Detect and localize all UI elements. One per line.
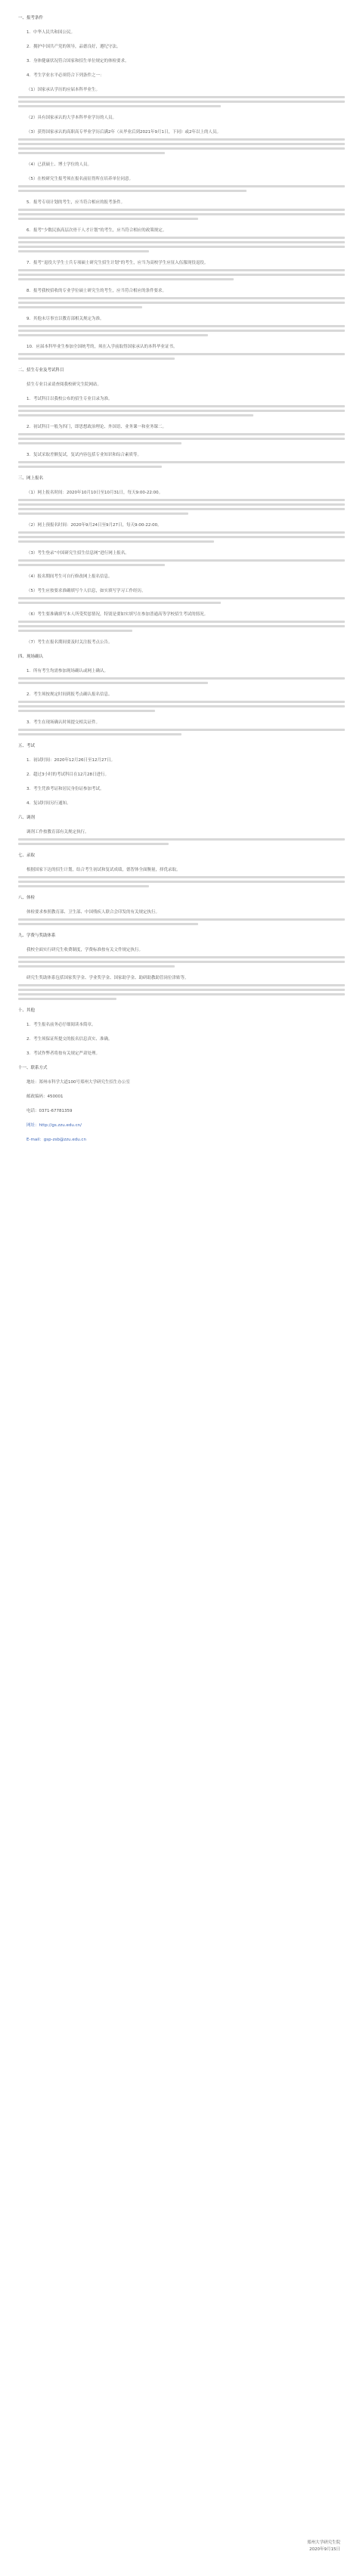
- paragraph: [18, 452, 345, 468]
- text-line: 招生专业目录请查阅我校研究生院网站。: [26, 382, 102, 387]
- paragraph: [18, 129, 345, 154]
- text-line-placeholder: [18, 325, 345, 327]
- text-line-placeholder: [18, 559, 345, 562]
- text-line-placeholder: [18, 213, 345, 215]
- paragraph: [18, 176, 345, 192]
- document-body: [0, 0, 363, 1144]
- text-line-placeholder: [18, 306, 142, 308]
- paragraph: [18, 1022, 345, 1029]
- text-line: 1．初试时间：2020年12月26日至12月27日。: [26, 758, 115, 763]
- text-line-placeholder: [18, 353, 345, 355]
- text-line-placeholder: [18, 218, 198, 220]
- paragraph: [18, 692, 345, 712]
- text-line: （2）具有国家承认的大学本科毕业学历的人员。: [26, 116, 117, 120]
- paragraph: [18, 829, 345, 845]
- text-line: （3）考生登录“中国研究生招生信息网”进行网上报名。: [26, 551, 129, 556]
- paragraph: [18, 200, 345, 220]
- paragraph: [18, 800, 345, 807]
- section-heading: 七、录取: [18, 853, 36, 858]
- text-line: 7．报考“退役大学生士兵专项硕士研究生招生计划”的考生，应当为高校学生应征入伍服现役退役。: [26, 261, 209, 265]
- text-line-placeholder: [18, 710, 155, 712]
- text-line-placeholder: [18, 989, 345, 991]
- paragraph: [18, 757, 345, 764]
- text-line-placeholder: [18, 602, 221, 604]
- text-line: （1）网上报名时间：2020年10月10日至10月31日，每天9:00-22:00。: [26, 491, 163, 495]
- text-line: 3．考试作弊者将按有关规定严肃处理。: [26, 1051, 101, 1056]
- paragraph: [18, 1094, 345, 1101]
- text-line-placeholder: [18, 143, 345, 145]
- paragraph: [18, 396, 345, 416]
- section-heading: 一、报考条件: [18, 16, 44, 20]
- text-line-placeholder: [18, 503, 345, 506]
- text-line-placeholder: [18, 701, 345, 703]
- text-line-placeholder: [18, 190, 247, 192]
- text-line-placeholder: [18, 358, 175, 360]
- paragraph: [18, 550, 345, 566]
- text-line-placeholder: [18, 297, 345, 299]
- text-line: （5）考生应按要求准确填写个人信息，如实填写学习工作经历。: [26, 589, 146, 593]
- text-line: 10．应届本科毕业生参加全国统考的，须在入学前取得国家承认的本科毕业证书。: [26, 345, 178, 349]
- text-line: 6．报考“少数民族高层次骨干人才计划”的考生，应当符合相应的政策规定。: [26, 228, 167, 233]
- text-line-placeholder: [18, 274, 345, 276]
- text-line-placeholder: [18, 499, 345, 501]
- text-line: （7）考生在报名期间要及时关注报考点公告。: [26, 640, 113, 645]
- text-line-placeholder: [18, 885, 149, 887]
- text-line-placeholder: [18, 438, 345, 440]
- email-link[interactable]: E-mail：gsp-zsb@zzu.edu.cn: [26, 1138, 86, 1142]
- paragraph: [18, 115, 345, 122]
- text-line-placeholder: [18, 152, 165, 154]
- text-line-placeholder: [18, 564, 165, 566]
- text-line-placeholder: [18, 956, 345, 958]
- paragraph: [18, 316, 345, 336]
- text-line-placeholder: [18, 729, 345, 731]
- paragraph: [18, 44, 345, 51]
- text-line-placeholder: [18, 733, 182, 735]
- website-link[interactable]: 网址：http://gs.zzu.edu.cn/: [26, 1123, 82, 1128]
- paragraph: [18, 382, 345, 389]
- paragraph: [18, 344, 345, 360]
- text-line: 5．报考专项计划的考生，应当符合相应的报考条件。: [26, 200, 126, 205]
- paragraph: [18, 73, 345, 79]
- text-line: 4．考生学业水平必须符合下列条件之一：: [26, 73, 104, 78]
- text-line-placeholder: [18, 237, 345, 239]
- paragraph: [18, 772, 345, 779]
- paragraph: [18, 611, 345, 632]
- paragraph: [18, 668, 345, 684]
- text-line-placeholder: [18, 147, 345, 150]
- paragraph: [18, 1051, 345, 1057]
- text-line: 邮政编码：450001: [26, 1094, 64, 1099]
- text-line-placeholder: [18, 96, 345, 98]
- text-line-placeholder: [18, 918, 345, 921]
- text-line-placeholder: [18, 250, 149, 252]
- text-line-placeholder: [18, 101, 345, 103]
- paragraph: [18, 720, 345, 735]
- paragraph: [18, 786, 345, 793]
- text-line: 1．所有考生均需参加现场确认或网上确认。: [26, 669, 109, 673]
- text-line: 1．考生报名前务必仔细阅读本简章。: [26, 1023, 96, 1027]
- text-line-placeholder: [18, 138, 345, 141]
- paragraph: [18, 490, 345, 515]
- text-line-placeholder: [18, 923, 198, 925]
- text-line-placeholder: [18, 461, 345, 463]
- paragraph: [18, 639, 345, 646]
- text-line-placeholder: [18, 512, 188, 515]
- text-line: 调剂工作按教育部有关规定执行。: [26, 830, 89, 834]
- document-footer: [250, 2540, 340, 2553]
- text-line-placeholder: [18, 334, 208, 336]
- text-line-placeholder: [18, 330, 345, 332]
- text-line-placeholder: [18, 597, 345, 599]
- text-line-placeholder: [18, 433, 345, 435]
- text-line: （3）获得国家承认的高职高专毕业学历后满2年（从毕业后到2021年9月1日，下同）或2年以上的人员。: [26, 130, 221, 135]
- text-line: （2）网上预报名时间：2020年9月24日至9月27日，每天9:00-22:00。: [26, 523, 162, 528]
- text-line-placeholder: [18, 442, 182, 444]
- text-line-placeholder: [18, 705, 345, 707]
- text-line-placeholder: [18, 621, 345, 623]
- text-line-placeholder: [18, 682, 208, 684]
- text-line-placeholder: [18, 414, 253, 416]
- text-line: 2．考生须按规定时间到报考点确认报名信息。: [26, 692, 113, 697]
- text-line-placeholder: [18, 531, 345, 534]
- text-line-placeholder: [18, 677, 345, 680]
- text-line: 8．报考我校招收的专业学位硕士研究生的考生，应当符合相应的条件要求。: [26, 289, 167, 293]
- text-line-placeholder: [18, 843, 169, 845]
- text-line: 体检要求参照教育部、卫生部、中国残疾人联合会印发的有关规定执行。: [26, 910, 160, 915]
- paragraph: [18, 1108, 345, 1115]
- text-line: （6）考生要准确填写本人所受奖惩情况，特别是要如实填写在参加普通高等学校招生考试的情况。: [26, 612, 209, 617]
- paragraph: [18, 574, 345, 581]
- paragraph: [18, 87, 345, 107]
- text-line-placeholder: [18, 965, 175, 968]
- section-heading: 九、学费与奖助体系: [18, 933, 56, 938]
- text-line-placeholder: [18, 984, 345, 986]
- text-line: （5）在校研究生报考须在报名前征得所在培养单位同意。: [26, 177, 134, 181]
- text-line-placeholder: [18, 302, 345, 304]
- text-line: 3．身体健康状况符合国家和招生单位规定的体检要求。: [26, 59, 129, 63]
- text-line-placeholder: [18, 998, 116, 1000]
- text-line-placeholder: [18, 881, 345, 883]
- paragraph: [18, 1122, 345, 1129]
- text-line-placeholder: [18, 625, 345, 627]
- text-line: （4）已获硕士、博士学位的人员。: [26, 163, 92, 167]
- text-line-placeholder: [18, 269, 345, 271]
- text-line: 电话：0371-67781359: [26, 1109, 73, 1113]
- text-line: 2．考生须保证所提交的报名信息真实、准确。: [26, 1037, 113, 1042]
- paragraph: [18, 588, 345, 604]
- section-heading: 三、网上报名: [18, 476, 44, 481]
- paragraph: [18, 975, 345, 1000]
- paragraph: [18, 1079, 345, 1086]
- text-line-placeholder: [18, 410, 345, 412]
- text-line: 2．初试科目一般为四门，即思想政治理论、外国语、业务课一和业务课二。: [26, 425, 167, 429]
- paragraph: [18, 228, 345, 252]
- paragraph: [18, 58, 345, 65]
- paragraph: [18, 162, 345, 169]
- section-heading: 六、调剂: [18, 816, 36, 820]
- paragraph: [18, 522, 345, 543]
- text-line: 我校全面实行研究生收费制度，学费标准按有关文件规定执行。: [26, 948, 144, 952]
- paragraph: [18, 1137, 345, 1144]
- section-heading: 十、其他: [18, 1008, 36, 1013]
- text-line-placeholder: [18, 876, 345, 878]
- text-line: 9．其他未尽事宜以教育部相关规定为准。: [26, 317, 104, 321]
- text-line-placeholder: [18, 536, 345, 538]
- text-line-placeholder: [18, 838, 345, 841]
- paragraph: [18, 424, 345, 444]
- text-line-placeholder: [18, 241, 345, 243]
- footer-organization: 郑州大学研究生院: [306, 2540, 340, 2545]
- text-line-placeholder: [18, 278, 234, 280]
- section-heading: 十一、联系方式: [18, 1066, 48, 1070]
- paragraph: [18, 29, 345, 36]
- paragraph: [18, 260, 345, 280]
- text-line: 研究生奖助体系包括国家奖学金、学业奖学金、国家助学金、助研助教助管岗位津贴等。: [26, 976, 189, 980]
- text-line-placeholder: [18, 540, 214, 543]
- text-line: 4．复试时间另行通知。: [26, 801, 71, 806]
- text-line: 根据国家下达的招生计划，结合考生初试和复试成绩，德智体全面衡量，择优录取。: [26, 868, 181, 872]
- text-line-placeholder: [18, 508, 345, 510]
- text-line-placeholder: [18, 993, 345, 995]
- section-heading: 二、招生专业及考试科目: [18, 368, 64, 373]
- paragraph: [18, 1036, 345, 1043]
- section-heading: 五、考试: [18, 744, 36, 748]
- text-line-placeholder: [18, 209, 345, 211]
- text-line-placeholder: [18, 405, 345, 407]
- text-line: （1）国家承认学历的应届本科毕业生。: [26, 88, 101, 92]
- text-line: 1．考试科目以我校公布的招生专业目录为准。: [26, 397, 113, 401]
- text-line-placeholder: [18, 630, 132, 632]
- text-line: 1．中华人民共和国公民。: [26, 30, 76, 35]
- text-line: 3．考生在现场确认时须提交相关证件。: [26, 720, 101, 725]
- paragraph: [18, 909, 345, 925]
- text-line: 2．拥护中国共产党的领导，品德良好，遵纪守法。: [26, 45, 121, 49]
- footer-date: 2020年9月15日: [309, 2547, 340, 2552]
- paragraph: [18, 867, 345, 887]
- text-line-placeholder: [18, 466, 162, 468]
- text-line-placeholder: [18, 961, 345, 963]
- text-line-placeholder: [18, 246, 345, 248]
- text-line-placeholder: [18, 105, 221, 107]
- text-line: 3．复试采取差额复试，复试内容包括专业知识和综合素质等。: [26, 453, 142, 457]
- text-line: 2．超过3小时的考试科目在12月28日进行。: [26, 772, 109, 777]
- text-line-placeholder: [18, 185, 345, 187]
- section-heading: 四、现场确认: [18, 655, 44, 659]
- text-line: （4）报名期间考生可自行修改网上报名信息。: [26, 574, 113, 579]
- section-heading: 八、体检: [18, 896, 36, 900]
- paragraph: [18, 947, 345, 968]
- text-line: 3．考生凭准考证和居民身份证参加考试。: [26, 787, 104, 791]
- text-line: 地址：郑州市科学大道100号郑州大学研究生招生办公室: [26, 1080, 130, 1085]
- paragraph: [18, 288, 345, 308]
